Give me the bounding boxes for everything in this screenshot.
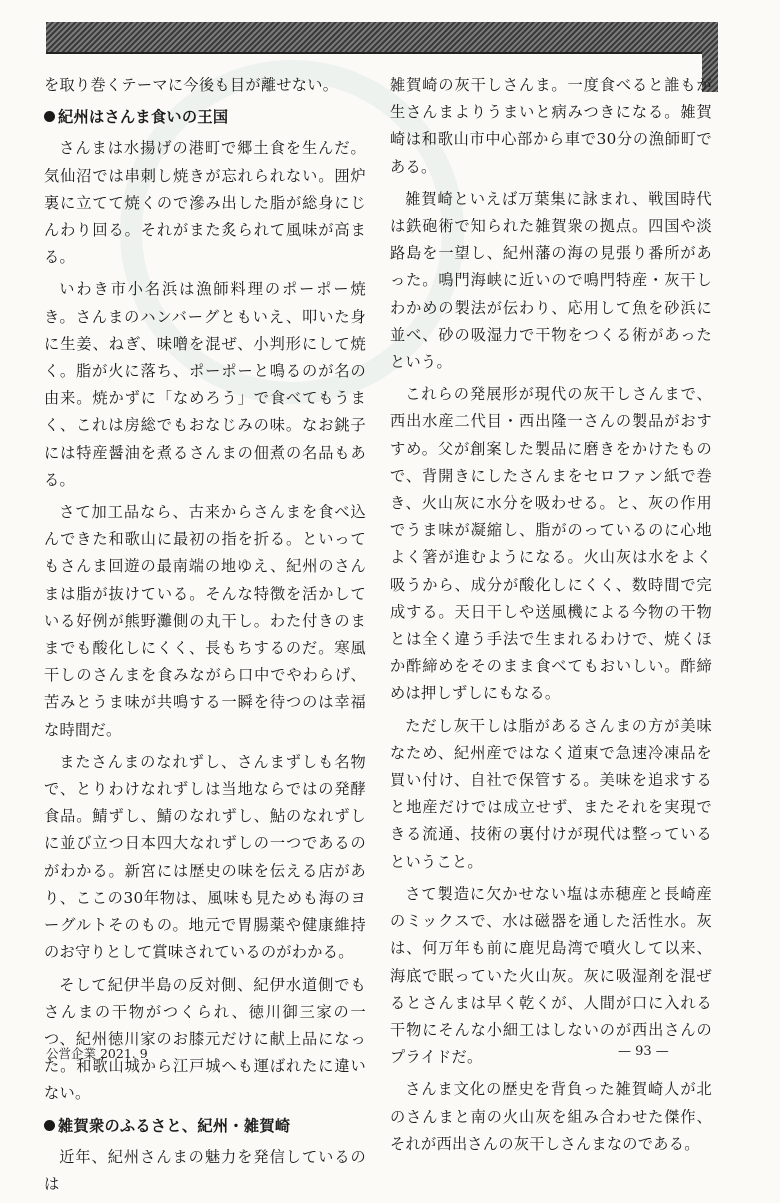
bullet-icon <box>44 1120 55 1131</box>
left-column <box>44 72 366 1203</box>
right-column <box>390 72 712 1163</box>
body-paragraph: いわき市小名浜は漁師料理のポーポー焼き。さんまのハンバーグともいえ、叩いた身に生姜、ねぎ、味噌を混ぜ、小判形にして焼く。脂が火に落ち、ポーポーと鳴るのが名の由来。焼かずに「なめろう」で食べてもうまく、これは房総でもおなじみの味。なお銚子には特産醤油を煮るさんまの佃煮の名品もある。 <box>44 280 366 489</box>
body-paragraph: 雑賀崎といえば万葉集に詠まれ、戦国時代は鉄砲術で知られた雑賀衆の拠点。四国や淡路島を一望し、紀州藩の海の見張り番所があった。鳴門海峡に近いので鳴門特産・灰干しわかめの製法が伝わり、応用して魚を砂浜に並べ、砂の吸湿力で干物をつくる術があったという。 <box>390 189 712 372</box>
body-paragraph: そして紀伊半島の反対側、紀伊水道側でもさんまの干物がつくられ、徳川御三家の一つ、紀州徳川家のお膝元だけに献上品になった。和歌山城から江戸城へも運ばれたに違いない。 <box>44 975 366 1103</box>
section-heading <box>44 104 366 131</box>
body-paragraph: さんまは水揚げの港町で郷土食を生んだ。気仙沼では串刺し焼きが忘れられない。囲炉裏に立てて焼くので滲み出した脂が総身にじんわり回る。それがまた炙られて風味が高まる。 <box>44 139 366 267</box>
bullet-icon <box>44 111 55 122</box>
body-paragraph: ただし灰干しは脂があるさんまの方が美味なため、紀州産ではなく道東で急速冷凍品を買い付け、自社で保管する。美味を追求すると地産だけでは成立せず、またそれを実現できる流通、技術の裏付けが現代は整っているということ。 <box>390 716 712 871</box>
body-paragraph: さて加工品なら、古来からさんまを食べ込んできた和歌山に最初の指を折る。といってもさんま回遊の最南端の地ゆえ、紀州のさんまは脂が抜けている。そんな特徴を活かしている好例が熊野灘側の丸干し。わた付きのままでも酸化しにくく、長もちするのだ。寒風干しのさんまを食みながら口中でやわらげ、苦みとうま味が共鳴する一瞬を待つのは幸福な時間だ。 <box>44 503 366 739</box>
section-heading-text: 雑賀衆のふるさと、紀州・雑賀崎 <box>58 1116 291 1135</box>
header-decorative-band <box>46 22 718 54</box>
body-paragraph: またさんまのなれずし、さんまずしも名物で、とりわけなれずしは当地ならではの発酵食品。鯖ずし、鯖のなれずし、鮎のなれずしに並び立つ日本四大なれずしの一つであるのがわかる。新宮には歴史の味を伝える店があり、ここの30年物は、風味も見ためも海のヨーグルトそのもの。地元で胃腸薬や健康維持のお守りとして賞味されているのがわかる。 <box>44 752 366 962</box>
body-paragraph: さて製造に欠かせない塩は赤穂産と長崎産のミックスで、水は磁器を通した活性水。灰は、何万年も前に鹿児島湾で噴火して以来、海底で眠っていた火山灰。灰に吸湿剤を混ぜるとさんまは早く乾くが、人間が口に入れる干物にそんな小細工はしないのが西出さんのプライドだ。 <box>390 884 712 1067</box>
journal-footer: 公営企業 2021. 9 <box>46 1046 148 1061</box>
intro-paragraph: を取り巻くテーマに今後も目が離せない。 <box>44 76 339 94</box>
body-paragraph: さんま文化の歴史を背負った雑賀崎人が北のさんまと南の火山灰を組み合わせた傑作、それが西出さんの灰干しさんまなのである。 <box>390 1080 712 1153</box>
section-heading <box>44 1113 366 1140</box>
body-paragraph: これらの発展形が現代の灰干しさんまで、西出水産二代目・西出隆一さんの製品がおすすめ。父が創案した製品に磨きをかけたもので、背開きにしたさんまをセロファン紙で巻き、火山灰に水分を吸わせる。と、灰の作用でうま味が凝縮し、脂がのっているのに心地よく箸が進むようになる。火山灰は水をよく吸うから、成分が酸化しにくく、数時間で完成する。天日干しや送風機による今物の干物とは全く違う手法で生まれるわけで、焼くほか酢締めをそのまま食べてもおいしい。酢締めは押しずしにもなる。 <box>390 385 712 703</box>
section-heading-text: 紀州はさんま食いの王国 <box>58 108 229 127</box>
body-paragraph: 近年、紀州さんまの魅力を発信しているのは <box>44 1147 366 1193</box>
page-number: — 93 — <box>618 1044 669 1059</box>
body-paragraph: 雑賀崎の灰干しさんま。一度食べると誰もが生さんまよりうまいと病みつきになる。雑賀崎は和歌山市中心部から車で30分の漁師町である。 <box>390 76 712 176</box>
